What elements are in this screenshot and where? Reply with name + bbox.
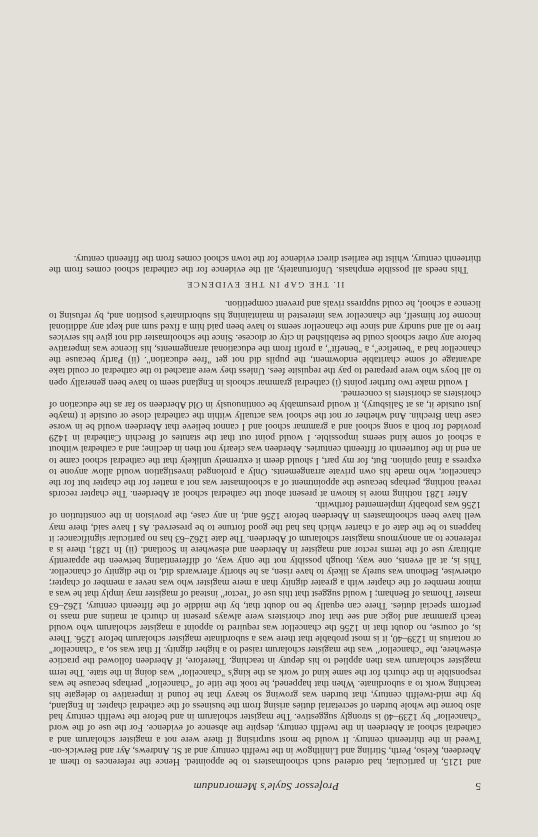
text-block [49, 253, 481, 791]
paragraph-4: This needs all possible emphasis. Unfortunately, all the evidence for the cathedral school comes from the thirteenth century, whilst the earliest direct evidence for the town school comes from the fifteenth century. [49, 252, 481, 276]
section-heading: II. THE GAP IN THE EVIDENCE [185, 280, 345, 291]
paragraph-1: and 1215, in particular, had ordered such schoolmasters to be appointed. Hence the references to them at Aberdeen, Kelso, Perth, Stirling and Linlithgow in the twelfth century and at St. Andrews, Ayr and Berwick-on-Tweed in the thirteenth century. It would be most surprising if there were not a magister scholarum and a cathedral school at Aberdeen in the twelfth century, despite the absence of evidence. For the use of the word "chancellor" by 1239–40 is strongly suggestive. The magister scholarum in and before the twelfth century had also borne the whole burden of secretarial duties arising from the business of the cathedral chapter. In England, by the mid-twelfth century, that burden was growing so heavy that he found it imperative to delegate his teaching work to a subordinate. When that happened, he took the title of "chancellor" perhaps because he was responsible in the church for the same kind of work as the king's "chancellor" was doing in the state. The term magister scholarum was then applied to his deputy in teaching. Therefore, if Aberdeen followed the practice elsewhere, the "chancellor" was the magister scholarum raised to a higher dignity. If that was so, a "chancellor" or notarius in 1239–40, it is most probable that there was a subordinate magister scholarum before 1256. There is, of course, no doubt that in 1256 the chancellor was required to appoint a magister scholarum who would teach grammar and logic and see that four choristers were always present in church at matins and mass to perform special duties. There can equally be no doubt that, by the middle of the fifteenth century, 1262–63 master Thomas of Benham; I would suggest that this use of "rector" instead of magister may imply that he was a minor member of the chapter with a greater dignity than a mere magister who was never a member of chapter; otherwise, Bethoun was surely as likely to have risen, as he shortly afterwards did, to the dignity of chancellor. This is, at all events, one way, though possibly not the only way, of differentiating between the apparently arbitrary use of the terms rector and magister in Aberdeen and elsewhere in Scotland. (ii) In 1281, there is a reference to an anonymous magister scholarum of Aberdeen. The date 1262–63 has no particular significance: it happens to be the date of a charter which has had the good fortune to be preserved. As I have said, there may well have been schoolmasters in Aberdeen before 1256 and, in any case, the provision in the constitution of 1256 was probably implemented forthwith. [49, 499, 481, 767]
page-header [49, 780, 481, 791]
paragraph-3: I would make two further points (i) cathedral grammar schools in England seem to have been generally open to all boys who were prepared to pay the requisite fees. Unless they were attached to the cathedral or could take advantage of some charitable endowment, the pupils did not get "free education". (ii) Partly because the chancellor had a "benefice", a "benefit", a profit from the educational arrangements, his licence was imperative before any other schools could be established in city or diocese. Since the schoolmaster did not give his services free to all and sundry and since the chancellor seems to have been paid him a fixed sum and kept any additional income for himself, the chancellor was interested in maintaining his subordinate's position and, by refusing to licence a school, he could suppress rivals and prevent competition. [49, 298, 481, 388]
page-number: 5 [475, 780, 481, 792]
running-head: Professor Sayle's Memorandum [193, 780, 340, 792]
paragraph-2: After 1281 nothing more is known at present about the cathedral school at Aberdeen. The chapter records reveal nothing, perhaps because the appointment of a schoolmaster was not a matter for the chapter but for the chancellor, who made his own private arrangements. Only a prolonged investigation would allow anyone to express a final opinion. But, for my part, I should deem it extremely unlikely that the cathedral school came to an end in the fourteenth or fifteenth centuries. Aberdeen was clearly not then in decline; and a cathedral without a school of some kind seems impossible. I would point out that the statutes of Brechin Cathedral in 1429 provided for both a song school and a grammar school and I cannot believe that Aberdeen would be in worse case than Brechin. And whether or not the school was actually within the cathedral close or outside it (maybe just outside it, as at Salisbury), it would presumably be continuously in Old Aberdeen so far as the education of choristers as choristers is concerned. [49, 387, 481, 500]
